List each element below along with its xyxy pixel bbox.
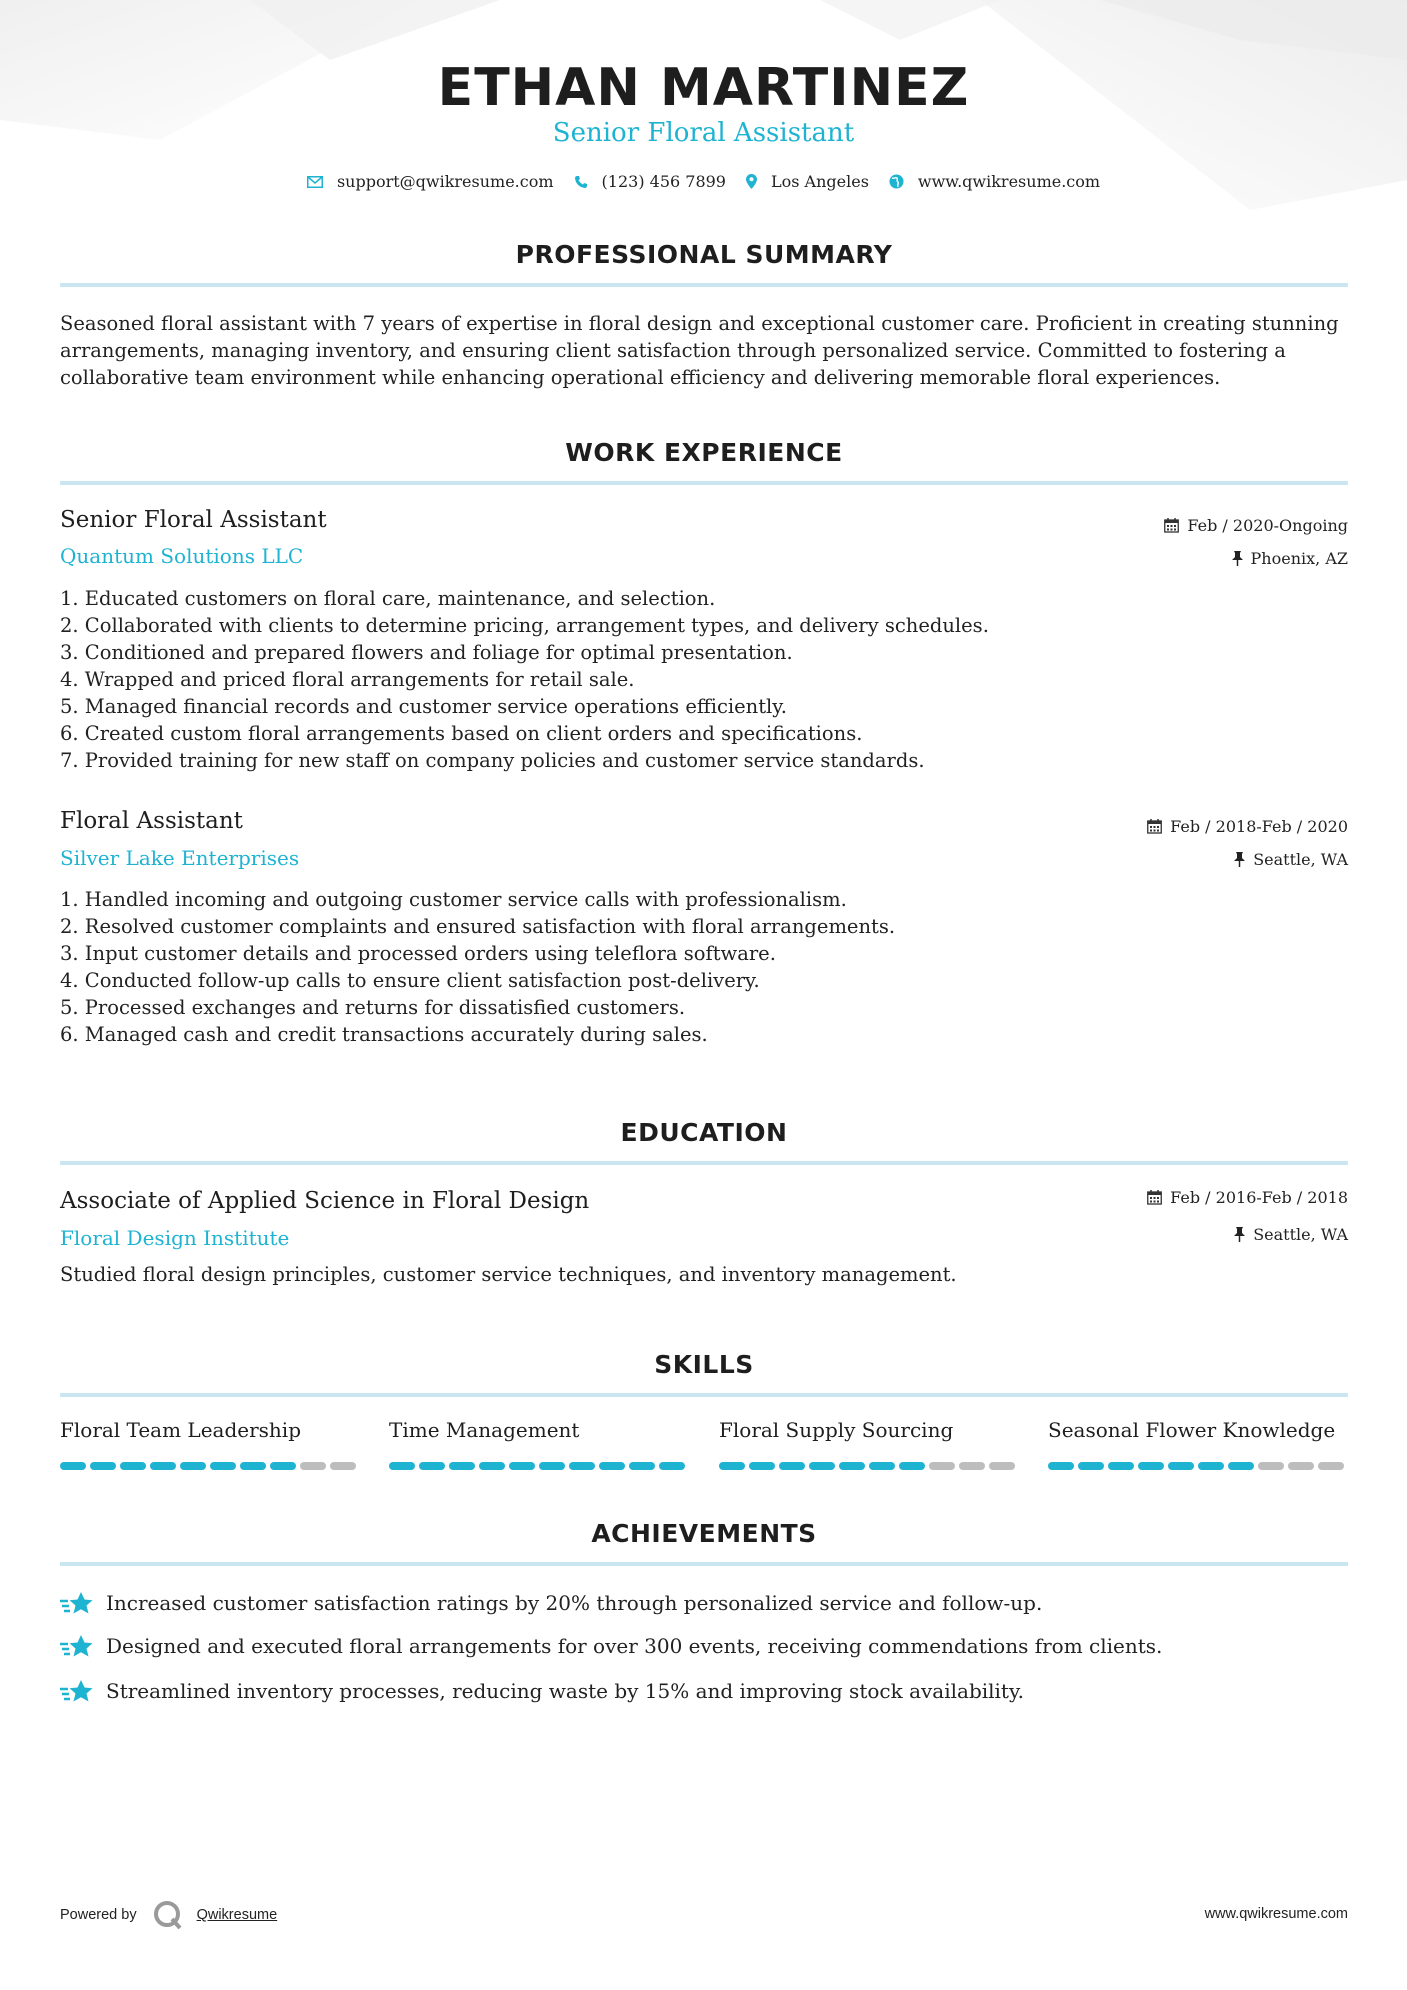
skill-level-dot bbox=[599, 1462, 625, 1470]
star-icon bbox=[60, 1589, 94, 1617]
section-title-skills: SKILLS bbox=[654, 1350, 754, 1379]
list-item: 5. Processed exchanges and returns for dissatisfied customers. bbox=[60, 996, 686, 1019]
skill-level-dot bbox=[749, 1462, 775, 1470]
skill-level-dot bbox=[809, 1462, 835, 1470]
calendar-icon bbox=[1147, 819, 1162, 834]
school-name: Floral Design Institute bbox=[60, 1226, 290, 1250]
list-item: 1. Handled incoming and outgoing customer service calls with professionalism. bbox=[60, 888, 847, 911]
section-title-summary: PROFESSIONAL SUMMARY bbox=[515, 240, 893, 269]
skill-level-dot bbox=[1168, 1462, 1194, 1470]
achievement-item bbox=[60, 1589, 1042, 1617]
calendar-icon bbox=[1147, 1190, 1162, 1205]
location-label: Seattle, WA bbox=[1253, 850, 1348, 869]
skill-level-dot bbox=[330, 1462, 356, 1470]
section-title-work: WORK EXPERIENCE bbox=[565, 438, 843, 467]
footer-powered-by bbox=[60, 1900, 277, 1930]
list-item: 7. Provided training for new staff on company policies and customer service standards. bbox=[60, 749, 925, 772]
website-text: www.qwikresume.com bbox=[917, 172, 1101, 191]
skill-level-dot bbox=[1138, 1462, 1164, 1470]
skill-level-dot bbox=[509, 1462, 535, 1470]
section-divider bbox=[60, 283, 1348, 287]
skill-item bbox=[60, 1418, 360, 1442]
skill-level-dot bbox=[1228, 1462, 1254, 1470]
skill-level-dot bbox=[300, 1462, 326, 1470]
company-name: Quantum Solutions LLC bbox=[60, 544, 304, 568]
section-divider bbox=[60, 1161, 1348, 1165]
company-name: Silver Lake Enterprises bbox=[60, 846, 300, 870]
skill-level-dot bbox=[240, 1462, 266, 1470]
job-title: Senior Floral Assistant bbox=[60, 507, 327, 533]
skill-level-dot bbox=[180, 1462, 206, 1470]
skill-level-dot bbox=[989, 1462, 1015, 1470]
achievement-text: Streamlined inventory processes, reducing waste by 15% and improving stock availability. bbox=[106, 1679, 1024, 1703]
job-location bbox=[1234, 850, 1348, 869]
globe-icon bbox=[889, 174, 904, 189]
skill-level-dot bbox=[150, 1462, 176, 1470]
location-text: Los Angeles bbox=[770, 172, 869, 191]
skill-level-dot bbox=[899, 1462, 925, 1470]
pushpin-icon bbox=[1232, 551, 1243, 566]
skill-level-dot bbox=[60, 1462, 86, 1470]
list-item: 6. Managed cash and credit transactions accurately during sales. bbox=[60, 1023, 708, 1046]
skill-level-dot bbox=[1048, 1462, 1074, 1470]
education-location bbox=[1234, 1225, 1348, 1244]
email-text: support@qwikresume.com bbox=[336, 172, 554, 191]
powered-by-label: Powered by bbox=[60, 1907, 137, 1923]
job-bullet-list bbox=[60, 886, 1310, 1048]
skill-level-dot bbox=[1258, 1462, 1284, 1470]
phone-text: (123) 456 7899 bbox=[601, 172, 726, 191]
skill-level-dot bbox=[659, 1462, 685, 1470]
skill-level-dot bbox=[1078, 1462, 1104, 1470]
section-divider bbox=[60, 1562, 1348, 1566]
skill-item bbox=[389, 1418, 689, 1442]
star-icon bbox=[60, 1632, 94, 1660]
section-divider bbox=[60, 481, 1348, 485]
skill-level-dot bbox=[839, 1462, 865, 1470]
education-dates bbox=[1147, 1188, 1348, 1207]
location-label: Phoenix, AZ bbox=[1250, 549, 1348, 568]
qwikresume-logo bbox=[153, 1900, 183, 1930]
job-dates bbox=[1164, 516, 1348, 535]
skill-level-dot bbox=[779, 1462, 805, 1470]
footer-website-link[interactable]: www.qwikresume.com bbox=[1204, 1906, 1348, 1922]
contact-phone[interactable] bbox=[574, 172, 726, 191]
skill-level-bar bbox=[389, 1462, 689, 1470]
skill-name: Floral Supply Sourcing bbox=[719, 1418, 954, 1442]
skill-level-dot bbox=[929, 1462, 955, 1470]
achievement-item bbox=[60, 1632, 1162, 1660]
brand-link[interactable]: Qwikresume bbox=[196, 1907, 278, 1923]
skill-level-dot bbox=[449, 1462, 475, 1470]
skill-item bbox=[719, 1418, 1019, 1442]
skill-level-dot bbox=[959, 1462, 985, 1470]
list-item: 1. Educated customers on floral care, maintenance, and selection. bbox=[60, 587, 716, 610]
education-description: Studied floral design principles, customer service techniques, and inventory management. bbox=[60, 1263, 957, 1286]
skill-level-dot bbox=[120, 1462, 146, 1470]
contact-email[interactable] bbox=[307, 172, 554, 191]
job-bullet-list bbox=[60, 585, 1310, 774]
skill-level-bar bbox=[1048, 1462, 1348, 1470]
skill-level-dot bbox=[90, 1462, 116, 1470]
summary-text: Seasoned floral assistant with 7 years of expertise in floral design and exceptional customer care. Proficient in creating stunning arrangements, managing inventory, and ensuring client satisfaction through personalized service. Committed to fostering a collaborative team environment while enhancing operational efficiency and delivering memorable floral experiences. bbox=[60, 312, 1339, 389]
skill-level-dot bbox=[1108, 1462, 1134, 1470]
list-item: 3. Conditioned and prepared flowers and foliage for optimal presentation. bbox=[60, 641, 793, 664]
degree-title: Associate of Applied Science in Floral Design bbox=[60, 1188, 590, 1214]
list-item: 4. Wrapped and priced floral arrangements for retail sale. bbox=[60, 668, 635, 691]
map-pin-icon bbox=[746, 174, 757, 189]
achievement-text: Designed and executed floral arrangements for over 300 events, receiving commendations from clients. bbox=[106, 1634, 1163, 1658]
contact-website[interactable] bbox=[889, 172, 1100, 191]
skill-level-dot bbox=[1198, 1462, 1224, 1470]
list-item: 3. Input customer details and processed orders using teleflora software. bbox=[60, 942, 776, 965]
job-location bbox=[1232, 549, 1348, 568]
list-item: 6. Created custom floral arrangements based on client orders and specifications. bbox=[60, 722, 863, 745]
skill-level-dot bbox=[1288, 1462, 1314, 1470]
skill-level-dot bbox=[719, 1462, 745, 1470]
candidate-title: Senior Floral Assistant bbox=[552, 118, 855, 148]
contact-bar bbox=[0, 172, 1407, 191]
achievement-text: Increased customer satisfaction ratings by 20% through personalized service and follow-up. bbox=[106, 1591, 1043, 1615]
skill-name: Time Management bbox=[389, 1418, 580, 1442]
skill-level-dot bbox=[569, 1462, 595, 1470]
skill-name: Seasonal Flower Knowledge bbox=[1048, 1418, 1336, 1442]
skill-level-dot bbox=[479, 1462, 505, 1470]
job-dates bbox=[1147, 817, 1348, 836]
skill-level-dot bbox=[419, 1462, 445, 1470]
contact-location bbox=[746, 172, 869, 191]
skill-level-dot bbox=[210, 1462, 236, 1470]
skill-item bbox=[1048, 1418, 1348, 1442]
list-item: 2. Collaborated with clients to determine pricing, arrangement types, and delivery schedules. bbox=[60, 614, 989, 637]
section-title-education: EDUCATION bbox=[620, 1118, 788, 1147]
section-divider bbox=[60, 1393, 1348, 1397]
calendar-icon bbox=[1164, 518, 1179, 533]
section-title-achievements: ACHIEVEMENTS bbox=[591, 1519, 817, 1548]
skill-level-dot bbox=[629, 1462, 655, 1470]
date-range: Feb / 2016-Feb / 2018 bbox=[1170, 1188, 1348, 1207]
skill-level-bar bbox=[60, 1462, 360, 1470]
list-item: 5. Managed financial records and customer service operations efficiently. bbox=[60, 695, 787, 718]
date-range: Feb / 2018-Feb / 2020 bbox=[1170, 817, 1348, 836]
skill-name: Floral Team Leadership bbox=[60, 1418, 302, 1442]
pushpin-icon bbox=[1234, 852, 1245, 867]
date-range: Feb / 2020-Ongoing bbox=[1187, 516, 1348, 535]
pushpin-icon bbox=[1234, 1227, 1245, 1242]
skill-level-bar bbox=[719, 1462, 1019, 1470]
candidate-name: ETHAN MARTINEZ bbox=[437, 58, 970, 118]
phone-icon bbox=[574, 175, 588, 189]
skill-level-dot bbox=[869, 1462, 895, 1470]
job-title: Floral Assistant bbox=[60, 808, 243, 834]
list-item: 4. Conducted follow-up calls to ensure client satisfaction post-delivery. bbox=[60, 969, 760, 992]
achievement-item bbox=[60, 1677, 1024, 1705]
skill-level-dot bbox=[539, 1462, 565, 1470]
list-item: 2. Resolved customer complaints and ensured satisfaction with floral arrangements. bbox=[60, 915, 896, 938]
location-label: Seattle, WA bbox=[1253, 1225, 1348, 1244]
skill-level-dot bbox=[389, 1462, 415, 1470]
envelope-icon bbox=[307, 176, 323, 188]
skill-level-dot bbox=[270, 1462, 296, 1470]
star-icon bbox=[60, 1677, 94, 1705]
skill-level-dot bbox=[1318, 1462, 1344, 1470]
